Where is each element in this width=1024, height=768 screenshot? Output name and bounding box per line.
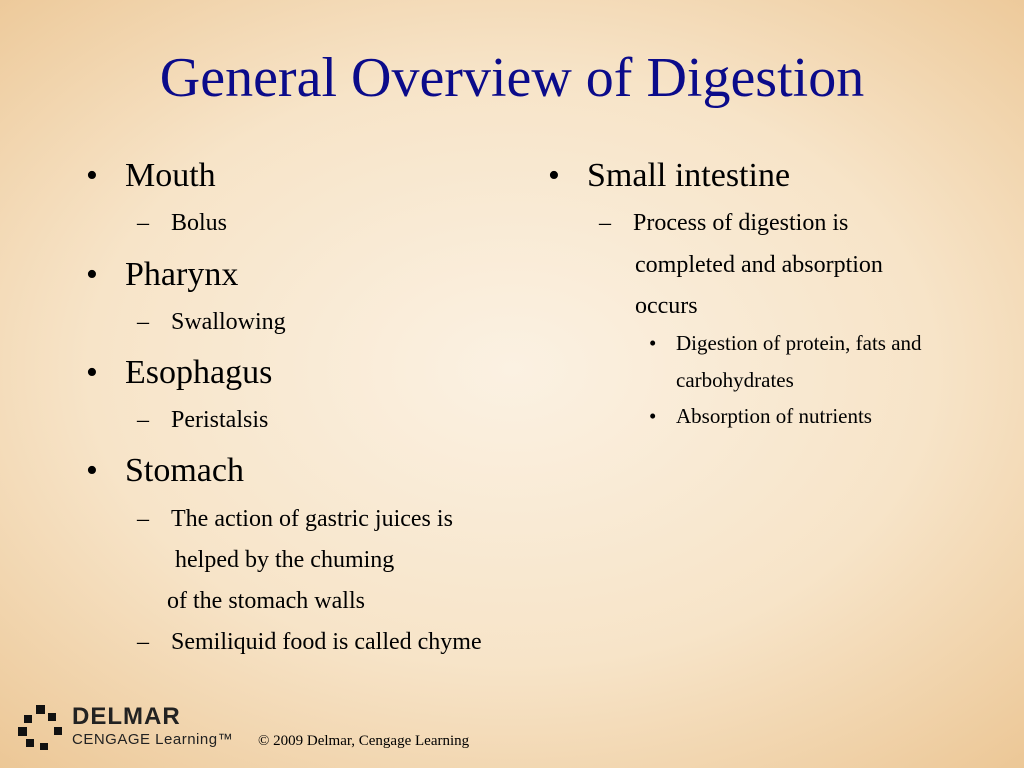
bullet-marker: • [86,256,98,293]
bullet-pharynx: Pharynx [125,256,239,293]
subsub-digestion-line2: carbohydrates [676,368,794,392]
copyright-notice: © 2009 Delmar, Cengage Learning [258,733,470,749]
subsub-digestion-line1: Digestion of protein, fats and [676,331,922,355]
dash-marker: – [137,506,149,532]
dash-marker: – [137,210,149,236]
bullet-marker: • [86,452,98,489]
dash-marker: – [137,407,149,433]
sub-chyme: Semiliquid food is called chyme [171,629,482,655]
bullet-mouth: Mouth [125,157,216,194]
slide-title: General Overview of Digestion [159,47,865,109]
sub-process-line2: completed and absorption [635,252,883,278]
sub-gastric-juices-line3: of the stomach walls [167,588,365,614]
bullet-marker: • [86,157,98,194]
dash-marker: – [599,210,611,236]
logo-sub-text: CENGAGE Learning™ [72,731,234,748]
sub-gastric-juices-line2: helped by the chuming [175,547,395,573]
sub-gastric-juices-line1: The action of gastric juices is [171,506,453,532]
bullet-marker: • [649,331,657,355]
sub-bolus: Bolus [171,210,228,236]
sub-process-line1: Process of digestion is [633,210,849,236]
sub-peristalsis: Peristalsis [171,407,269,433]
dash-marker: – [137,309,149,335]
bullet-stomach: Stomach [125,452,244,489]
bullet-small-intestine: Small intestine [587,157,791,194]
delmar-logo-mark-icon [16,703,64,751]
subsub-absorption: Absorption of nutrients [676,404,872,428]
bullet-marker: • [548,157,560,194]
logo-brand-text: DELMAR [72,703,181,730]
bullet-esophagus: Esophagus [125,354,273,391]
sub-swallowing: Swallowing [171,309,286,335]
dash-marker: – [137,629,149,655]
delmar-logo [16,703,256,753]
bullet-marker: • [86,354,98,391]
sub-process-line3: occurs [635,293,698,319]
bullet-marker: • [649,404,657,428]
